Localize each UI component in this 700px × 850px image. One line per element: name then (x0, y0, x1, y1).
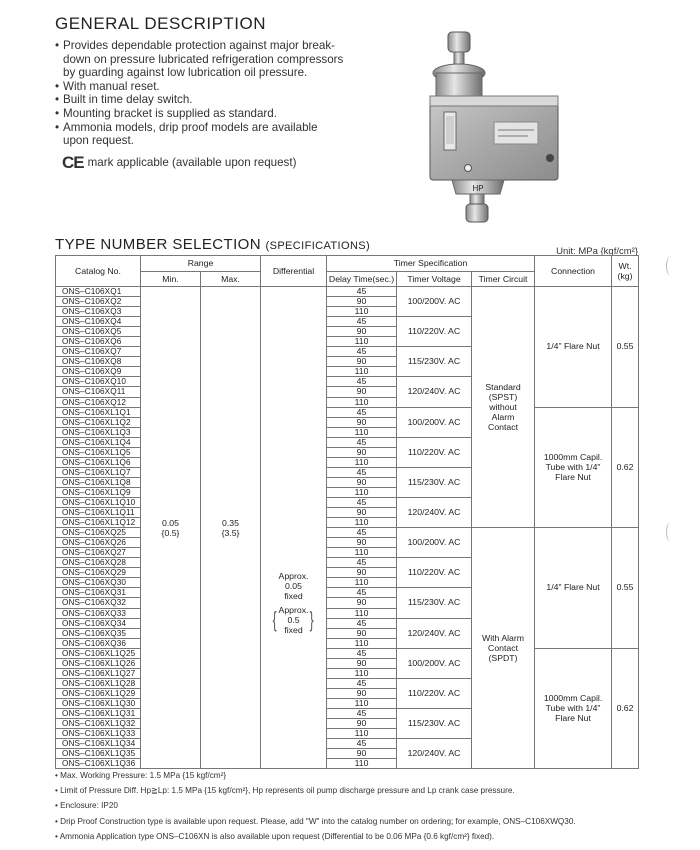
catalog-cell: ONS–C106XL1Q30 (56, 698, 141, 708)
cell-line: Tube with 1/4" (545, 462, 601, 473)
feature-list (55, 39, 345, 148)
catalog-cell: ONS–C106XL1Q7 (56, 467, 141, 477)
delay-cell: 110 (327, 608, 397, 618)
delay-cell: 90 (327, 477, 397, 487)
delay-cell: 90 (327, 297, 397, 307)
cell-line: (SPDT) (488, 653, 518, 664)
delay-cell: 45 (327, 648, 397, 658)
catalog-cell: ONS–C106XL1Q34 (56, 739, 141, 749)
delay-cell: 90 (327, 327, 397, 337)
voltage-cell: 100/200V. AC (397, 287, 472, 317)
catalog-cell: ONS–C106XQ2 (56, 297, 141, 307)
header-differential: Differential (261, 256, 327, 287)
delay-cell: 45 (327, 708, 397, 718)
bottom-fitting-icon (466, 204, 488, 222)
brace-icon: } (310, 606, 315, 632)
top-fitting-icon (448, 32, 470, 52)
cell-line: 0.05 (162, 517, 179, 528)
voltage-cell: 110/220V. AC (397, 317, 472, 347)
catalog-cell: ONS–C106XL1Q1 (56, 407, 141, 417)
catalog-cell: ONS–C106XL1Q4 (56, 437, 141, 447)
weight-cell: 0.62 (612, 648, 639, 769)
catalog-cell: ONS–C106XQ4 (56, 317, 141, 327)
delay-cell: 90 (327, 598, 397, 608)
footnote: • Drip Proof Construction type is available upon request. Please, add "W" into the catalog number on ordering; for example, ONS–C106XWQ30. (55, 814, 655, 829)
delay-cell: 110 (327, 548, 397, 558)
catalog-cell: ONS–C106XQ3 (56, 307, 141, 317)
delay-cell: 45 (327, 407, 397, 417)
ce-mark-text: mark applicable (available upon request) (87, 156, 297, 169)
catalog-cell: ONS–C106XQ8 (56, 357, 141, 367)
cell-line: Alarm (491, 412, 515, 423)
footnote: • Ammonia Application type ONS–C106XN is also available upon request (Differential to be 0.06 MPa {0.6 kgf/cm²} fixed). (55, 829, 655, 844)
catalog-cell: ONS–C106XL1Q10 (56, 497, 141, 507)
catalog-cell: ONS–C106XL1Q31 (56, 708, 141, 718)
cell-line: Contact (488, 643, 518, 654)
voltage-cell: 110/220V. AC (397, 558, 472, 588)
delay-cell: 90 (327, 417, 397, 427)
catalog-cell: ONS–C106XQ10 (56, 377, 141, 387)
delay-cell: 90 (327, 387, 397, 397)
catalog-cell: ONS–C106XL1Q12 (56, 518, 141, 528)
header-wt: Wt. (kg) (612, 256, 639, 287)
catalog-cell: ONS–C106XQ35 (56, 628, 141, 638)
cell-line: 1000mm Capil. (543, 693, 603, 704)
delay-cell: 45 (327, 437, 397, 447)
cell-line: Approx. (278, 570, 309, 581)
catalog-cell: ONS–C106XQ5 (56, 327, 141, 337)
catalog-cell: ONS–C106XQ30 (56, 578, 141, 588)
delay-cell: 90 (327, 749, 397, 759)
cell-line: fixed (284, 624, 303, 635)
general-description-title: GENERAL DESCRIPTION (55, 14, 267, 33)
connection-cell (535, 648, 612, 769)
header-connection: Connection (535, 256, 612, 287)
catalog-cell: ONS–C106XQ9 (56, 367, 141, 377)
catalog-cell: ONS–C106XL1Q35 (56, 749, 141, 759)
cell-line: Standard (485, 382, 521, 393)
min-cell (141, 287, 201, 769)
cell-line (279, 605, 309, 635)
table-row (56, 287, 639, 297)
voltage-cell: 100/200V. AC (397, 528, 472, 558)
cell-line: Contact (488, 422, 518, 433)
footnote: • Max. Working Pressure: 1.5 MPa {15 kgf/cm²} (55, 768, 655, 783)
nameplate (494, 122, 538, 144)
cell-line: without (489, 402, 517, 413)
voltage-cell: 100/200V. AC (397, 407, 472, 437)
delay-cell: 110 (327, 427, 397, 437)
delay-cell: 45 (327, 497, 397, 507)
catalog-cell: ONS–C106XQ32 (56, 598, 141, 608)
header-circuit: Timer Circuit (472, 271, 535, 287)
weight-cell: 0.62 (612, 407, 639, 528)
catalog-cell: ONS–C106XL1Q27 (56, 668, 141, 678)
delay-cell: 45 (327, 467, 397, 477)
delay-cell: 110 (327, 457, 397, 467)
delay-cell: 110 (327, 307, 397, 317)
catalog-cell: ONS–C106XQ6 (56, 337, 141, 347)
catalog-cell: ONS–C106XL1Q36 (56, 759, 141, 769)
delay-cell: 45 (327, 558, 397, 568)
catalog-cell: ONS–C106XQ26 (56, 538, 141, 548)
catalog-cell: ONS–C106XQ31 (56, 588, 141, 598)
catalog-cell: ONS–C106XL1Q6 (56, 457, 141, 467)
catalog-cell: ONS–C106XQ7 (56, 347, 141, 357)
delay-cell: 90 (327, 508, 397, 518)
spec-table-body (56, 287, 639, 769)
page-edge-mark (666, 522, 676, 542)
hp-label: HP (472, 184, 484, 193)
delay-cell: 90 (327, 688, 397, 698)
catalog-cell: ONS–C106XQ33 (56, 608, 141, 618)
header-delay: Delay Time(sec.) (327, 271, 397, 287)
catalog-cell: ONS–C106XQ1 (56, 287, 141, 297)
voltage-cell: 100/200V. AC (397, 648, 472, 678)
delay-cell: 90 (327, 538, 397, 548)
delay-cell: 110 (327, 367, 397, 377)
cell-line: 0.5 (287, 614, 300, 625)
delay-cell: 45 (327, 528, 397, 538)
cell-line: 0.35 (222, 517, 239, 528)
voltage-cell: 115/230V. AC (397, 467, 472, 497)
cell-line: {0.5} (161, 527, 180, 538)
cell-line: Approx. (278, 604, 309, 615)
cell-line: fixed (284, 590, 303, 601)
catalog-cell: ONS–C106XL1Q2 (56, 417, 141, 427)
pressure-switch-product-image (396, 18, 606, 226)
feature-item: • With manual reset. (55, 80, 345, 94)
delay-cell: 110 (327, 397, 397, 407)
cell-line: {3.5} (221, 527, 240, 538)
catalog-cell: ONS–C106XQ29 (56, 568, 141, 578)
catalog-cell: ONS–C106XL1Q29 (56, 688, 141, 698)
header-range: Range (141, 256, 261, 272)
cell-line: (SPST) (488, 392, 518, 403)
connection-cell: 1/4" Flare Nut (535, 528, 612, 649)
voltage-cell: 120/240V. AC (397, 739, 472, 769)
catalog-cell: ONS–C106XL1Q8 (56, 477, 141, 487)
type-number-selection-title: TYPE NUMBER SELECTION (SPECIFICATIONS) (55, 236, 371, 253)
delay-cell: 90 (327, 447, 397, 457)
connection-cell: 1/4" Flare Nut (535, 287, 612, 408)
footnote: • Limit of Pressure Diff. Hp≧Lp: 1.5 MPa {15 kgf/cm²}, Hp represents oil pump discharge pressure and Lp crank case pressure. (55, 783, 655, 798)
delay-cell: 45 (327, 588, 397, 598)
catalog-cell: ONS–C106XL1Q25 (56, 648, 141, 658)
cell-line: Tube with 1/4" (545, 703, 601, 714)
footnotes (55, 768, 655, 844)
catalog-cell: ONS–C106XL1Q3 (56, 427, 141, 437)
circuit-cell-alarm (472, 528, 535, 769)
feature-item: • Provides dependable protection against major break-down on pressure lubricated refrigeration compressors by guarding against low lubrication oil pressure. (55, 39, 345, 80)
voltage-cell: 120/240V. AC (397, 377, 472, 407)
delay-cell: 45 (327, 618, 397, 628)
delay-cell: 110 (327, 578, 397, 588)
header-voltage: Timer Voltage (397, 271, 472, 287)
header-timer-spec: Timer Specification (327, 256, 535, 272)
differential-cell (261, 287, 327, 769)
delay-cell: 45 (327, 678, 397, 688)
delay-cell: 110 (327, 698, 397, 708)
delay-cell: 90 (327, 568, 397, 578)
brace-icon: { (272, 606, 277, 632)
delay-cell: 110 (327, 518, 397, 528)
cell-line: With Alarm (482, 633, 525, 644)
cell-line: Flare Nut (555, 472, 591, 483)
cell-line: 0.05 (285, 580, 302, 591)
catalog-cell: ONS–C106XQ12 (56, 397, 141, 407)
catalog-cell: ONS–C106XQ36 (56, 638, 141, 648)
page-edge-mark (666, 256, 676, 276)
ce-mark-icon: CE (62, 153, 84, 172)
connection-cell (535, 407, 612, 528)
cell-line: Flare Nut (555, 713, 591, 724)
catalog-cell: ONS–C106XL1Q5 (56, 447, 141, 457)
footnote: • Enclosure: IP20 (55, 798, 655, 813)
voltage-cell: 120/240V. AC (397, 618, 472, 648)
voltage-cell: 115/230V. AC (397, 708, 472, 738)
delay-cell: 90 (327, 658, 397, 668)
voltage-cell: 120/240V. AC (397, 497, 472, 527)
catalog-cell: ONS–C106XQ25 (56, 528, 141, 538)
catalog-cell: ONS–C106XL1Q26 (56, 658, 141, 668)
reset-button-icon (546, 154, 554, 162)
header-max: Max. (201, 271, 261, 287)
catalog-cell: ONS–C106XL1Q9 (56, 487, 141, 497)
circuit-cell-standard (472, 287, 535, 528)
catalog-cell: ONS–C106XQ27 (56, 548, 141, 558)
delay-cell: 45 (327, 347, 397, 357)
feature-item: • Ammonia models, drip proof models are available upon request. (55, 121, 345, 148)
delay-cell: 45 (327, 377, 397, 387)
spec-table (55, 255, 639, 769)
delay-cell: 45 (327, 739, 397, 749)
catalog-cell: ONS–C106XL1Q32 (56, 719, 141, 729)
delay-cell: 90 (327, 628, 397, 638)
ce-mark-note (62, 153, 296, 173)
catalog-cell: ONS–C106XQ11 (56, 387, 141, 397)
delay-cell: 110 (327, 668, 397, 678)
voltage-cell: 115/230V. AC (397, 347, 472, 377)
feature-item: • Built in time delay switch. (55, 93, 345, 107)
voltage-cell: 110/220V. AC (397, 678, 472, 708)
voltage-cell: 115/230V. AC (397, 588, 472, 618)
header-catalog: Catalog No. (56, 256, 141, 287)
delay-cell: 110 (327, 337, 397, 347)
catalog-cell: ONS–C106XL1Q11 (56, 508, 141, 518)
delay-cell: 110 (327, 729, 397, 739)
delay-cell: 110 (327, 487, 397, 497)
delay-cell: 110 (327, 638, 397, 648)
delay-cell: 45 (327, 287, 397, 297)
header-min: Min. (141, 271, 201, 287)
feature-item: • Mounting bracket is supplied as standard. (55, 107, 345, 121)
voltage-cell: 110/220V. AC (397, 437, 472, 467)
delay-cell: 90 (327, 719, 397, 729)
catalog-cell: ONS–C106XL1Q28 (56, 678, 141, 688)
unit-label: Unit: MPa {kgf/cm²} (556, 246, 638, 257)
weight-cell: 0.55 (612, 528, 639, 649)
catalog-cell: ONS–C106XL1Q33 (56, 729, 141, 739)
catalog-cell: ONS–C106XQ28 (56, 558, 141, 568)
weight-cell: 0.55 (612, 287, 639, 408)
delay-cell: 90 (327, 357, 397, 367)
delay-cell: 45 (327, 317, 397, 327)
delay-cell: 110 (327, 759, 397, 769)
cell-line: 1000mm Capil. (543, 452, 603, 463)
max-cell (201, 287, 261, 769)
catalog-cell: ONS–C106XQ34 (56, 618, 141, 628)
